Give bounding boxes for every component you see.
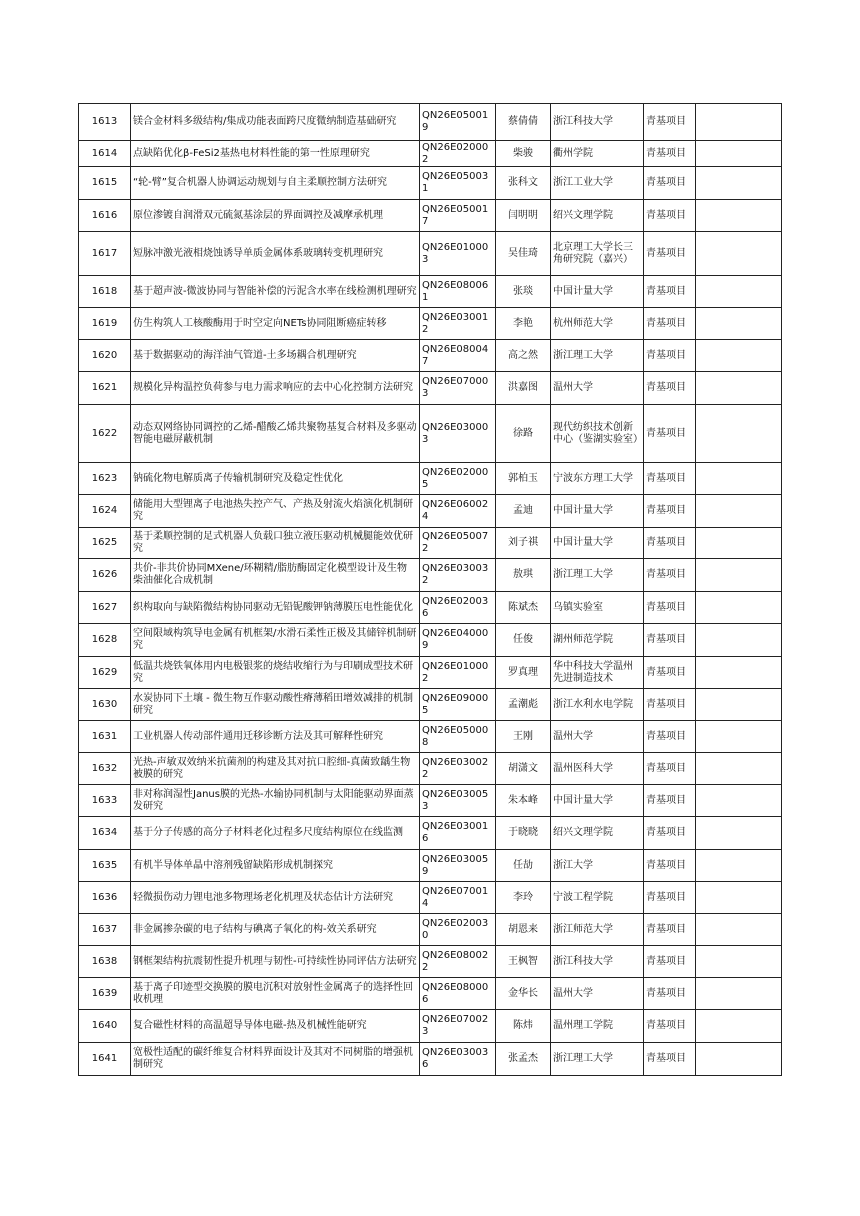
project-code: QN26E050017	[420, 200, 496, 232]
project-title: 基于柔顺控制的足式机器人负载口独立液压驱动机械腿能效优研究	[131, 528, 420, 559]
applicant-name: 郭柏玉	[496, 463, 551, 495]
project-type: 青基项目	[644, 817, 696, 850]
project-title: 空间限域构筑导电金属有机框架/水滑石柔性正极及其储锌机制研究	[131, 624, 420, 657]
table-row	[79, 1043, 782, 1076]
project-title: 短脉冲激光液相烧蚀诱导单质金属体系玻璃转变机理研究	[131, 232, 420, 276]
institution: 浙江科技大学	[551, 104, 644, 141]
institution: 温州大学	[551, 721, 644, 753]
row-number: 1622	[79, 405, 131, 463]
table-row	[79, 753, 782, 785]
project-title: 基于分子传感的高分子材料老化过程多尺度结构原位在线监测	[131, 817, 420, 850]
project-code: QN26E030053	[420, 785, 496, 817]
project-code: QN26E080047	[420, 340, 496, 372]
table-row	[79, 141, 782, 167]
project-code: QN26E080022	[420, 946, 496, 978]
project-type: 青基项目	[644, 850, 696, 882]
empty-cell	[696, 914, 782, 946]
institution: 浙江水利水电学院	[551, 689, 644, 721]
project-title: 基于离子印迹型交换膜的膜电沉积对放射性金属离子的选择性回收机理	[131, 978, 420, 1010]
row-number: 1627	[79, 592, 131, 624]
empty-cell	[696, 624, 782, 657]
row-number: 1624	[79, 495, 131, 528]
institution: 浙江理工大学	[551, 340, 644, 372]
row-number: 1640	[79, 1010, 131, 1043]
row-number: 1641	[79, 1043, 131, 1076]
project-title: 低温共烧铁氧体用内电极银浆的烧结收缩行为与印刷成型技术研究	[131, 657, 420, 689]
institution: 浙江师范大学	[551, 914, 644, 946]
row-number: 1626	[79, 559, 131, 592]
project-type: 青基项目	[644, 104, 696, 141]
project-type: 青基项目	[644, 559, 696, 592]
applicant-name: 王枫智	[496, 946, 551, 978]
table-row	[79, 200, 782, 232]
project-code: QN26E010003	[420, 232, 496, 276]
institution: 浙江理工大学	[551, 1043, 644, 1076]
row-number: 1632	[79, 753, 131, 785]
empty-cell	[696, 104, 782, 141]
table-row	[79, 276, 782, 308]
applicant-name: 蔡倩倩	[496, 104, 551, 141]
empty-cell	[696, 882, 782, 914]
institution: 中国计量大学	[551, 785, 644, 817]
applicant-name: 李玲	[496, 882, 551, 914]
institution: 浙江工业大学	[551, 167, 644, 200]
empty-cell	[696, 528, 782, 559]
project-type: 青基项目	[644, 372, 696, 405]
empty-cell	[696, 463, 782, 495]
empty-cell	[696, 308, 782, 340]
table-row	[79, 405, 782, 463]
project-code: QN26E030032	[420, 559, 496, 592]
project-code: QN26E030022	[420, 753, 496, 785]
project-type: 青基项目	[644, 657, 696, 689]
table-row	[79, 340, 782, 372]
table-row	[79, 528, 782, 559]
table-row	[79, 817, 782, 850]
empty-cell	[696, 721, 782, 753]
project-code: QN26E030016	[420, 817, 496, 850]
project-code: QN26E020030	[420, 914, 496, 946]
project-code: QN26E020036	[420, 592, 496, 624]
project-code: QN26E080061	[420, 276, 496, 308]
empty-cell	[696, 689, 782, 721]
project-code: QN26E040009	[420, 624, 496, 657]
table-row	[79, 559, 782, 592]
project-title: 非对称润湿性Janus膜的光热-水输协同机制与太阳能驱动界面蒸发研究	[131, 785, 420, 817]
project-code: QN26E060024	[420, 495, 496, 528]
row-number: 1616	[79, 200, 131, 232]
applicant-name: 洪嘉图	[496, 372, 551, 405]
empty-cell	[696, 405, 782, 463]
project-type: 青基项目	[644, 495, 696, 528]
project-title: 复合磁性材料的高温超导导体电磁-热及机械性能研究	[131, 1010, 420, 1043]
applicant-name: 于晓晓	[496, 817, 551, 850]
project-code: QN26E070014	[420, 882, 496, 914]
project-title: 规模化异构温控负荷参与电力需求响应的去中心化控制方法研究	[131, 372, 420, 405]
table-row	[79, 850, 782, 882]
project-code: QN26E050031	[420, 167, 496, 200]
empty-cell	[696, 785, 782, 817]
applicant-name: 吴佳琦	[496, 232, 551, 276]
institution: 衢州学院	[551, 141, 644, 167]
table-row	[79, 657, 782, 689]
institution: 温州理工学院	[551, 1010, 644, 1043]
institution: 中国计量大学	[551, 276, 644, 308]
row-number: 1625	[79, 528, 131, 559]
project-title: 原位渗镀自润滑双元硫氮基涂层的界面调控及减摩承机理	[131, 200, 420, 232]
table-row	[79, 882, 782, 914]
applicant-name: 李艳	[496, 308, 551, 340]
project-type: 青基项目	[644, 882, 696, 914]
project-code: QN26E030003	[420, 405, 496, 463]
project-title: 宽极性适配的碳纤维复合材料界面设计及其对不同树脂的增强机制研究	[131, 1043, 420, 1076]
project-code: QN26E050019	[420, 104, 496, 141]
table-row	[79, 946, 782, 978]
applicant-name: 胡恩来	[496, 914, 551, 946]
project-type: 青基项目	[644, 1043, 696, 1076]
project-type: 青基项目	[644, 141, 696, 167]
project-type: 青基项目	[644, 528, 696, 559]
empty-cell	[696, 340, 782, 372]
project-type: 青基项目	[644, 463, 696, 495]
project-title: 钢框架结构抗震韧性提升机理与韧性-可持续性协同评估方法研究	[131, 946, 420, 978]
applicant-name: 张科文	[496, 167, 551, 200]
table-row	[79, 624, 782, 657]
project-table-body	[79, 104, 782, 1076]
institution: 现代纺织技术创新中心（鉴湖实验室）	[551, 405, 644, 463]
project-type: 青基项目	[644, 276, 696, 308]
project-title: 轻微损伤动力锂电池多物理场老化机理及状态估计方法研究	[131, 882, 420, 914]
project-title: 共价-非共价协同MXene/环糊精/脂肪酶固定化模型设计及生物柴油催化合成机制	[131, 559, 420, 592]
project-type: 青基项目	[644, 689, 696, 721]
table-row	[79, 978, 782, 1010]
empty-cell	[696, 753, 782, 785]
row-number: 1636	[79, 882, 131, 914]
applicant-name: 敖琪	[496, 559, 551, 592]
applicant-name: 柴骏	[496, 141, 551, 167]
table-row	[79, 372, 782, 405]
project-title: 钠硫化物电解质离子传输机制研究及稳定性优化	[131, 463, 420, 495]
empty-cell	[696, 978, 782, 1010]
applicant-name: 徐路	[496, 405, 551, 463]
institution: 中国计量大学	[551, 528, 644, 559]
project-type: 青基项目	[644, 914, 696, 946]
project-type: 青基项目	[644, 232, 696, 276]
row-number: 1620	[79, 340, 131, 372]
institution: 温州大学	[551, 372, 644, 405]
row-number: 1614	[79, 141, 131, 167]
institution: 北京理工大学长三角研究院（嘉兴）	[551, 232, 644, 276]
institution: 温州大学	[551, 978, 644, 1010]
institution: 绍兴文理学院	[551, 817, 644, 850]
institution: 杭州师范大学	[551, 308, 644, 340]
project-type: 青基项目	[644, 785, 696, 817]
institution: 宁波东方理工大学	[551, 463, 644, 495]
project-code: QN26E070003	[420, 372, 496, 405]
project-title: 基于数据驱动的海洋油气管道-土多场耦合机理研究	[131, 340, 420, 372]
institution: 乌镇实验室	[551, 592, 644, 624]
institution: 华中科技大学温州先进制造技术	[551, 657, 644, 689]
table-row	[79, 1010, 782, 1043]
project-type: 青基项目	[644, 340, 696, 372]
project-code: QN26E010002	[420, 657, 496, 689]
applicant-name: 罗真理	[496, 657, 551, 689]
empty-cell	[696, 276, 782, 308]
table-row	[79, 495, 782, 528]
applicant-name: 任劼	[496, 850, 551, 882]
applicant-name: 张琰	[496, 276, 551, 308]
project-title: “轮-臂”复合机器人协调运动规划与自主柔顺控制方法研究	[131, 167, 420, 200]
empty-cell	[696, 1043, 782, 1076]
empty-cell	[696, 817, 782, 850]
project-title: 基于超声波-微波协同与智能补偿的污泥含水率在线检测机理研究	[131, 276, 420, 308]
project-title: 储能用大型锂离子电池热失控产气、产热及射流火焰演化机制研究	[131, 495, 420, 528]
project-type: 青基项目	[644, 1010, 696, 1043]
project-title: 动态双网络协同调控的乙烯-醋酸乙烯共聚物基复合材料及多驱动智能电磁屏蔽机制	[131, 405, 420, 463]
institution: 温州医科大学	[551, 753, 644, 785]
table-row	[79, 104, 782, 141]
institution: 浙江理工大学	[551, 559, 644, 592]
applicant-name: 王刚	[496, 721, 551, 753]
institution: 中国计量大学	[551, 495, 644, 528]
row-number: 1629	[79, 657, 131, 689]
empty-cell	[696, 592, 782, 624]
row-number: 1638	[79, 946, 131, 978]
project-code: QN26E090005	[420, 689, 496, 721]
project-code: QN26E020005	[420, 463, 496, 495]
table-row	[79, 914, 782, 946]
empty-cell	[696, 200, 782, 232]
applicant-name: 闫明明	[496, 200, 551, 232]
row-number: 1621	[79, 372, 131, 405]
project-code: QN26E050072	[420, 528, 496, 559]
empty-cell	[696, 850, 782, 882]
project-title: 水炭协同下土壤 - 微生物互作驱动酸性瘠薄稻田增效减排的机制研究	[131, 689, 420, 721]
project-type: 青基项目	[644, 946, 696, 978]
project-type: 青基项目	[644, 405, 696, 463]
project-code: QN26E080006	[420, 978, 496, 1010]
applicant-name: 任俊	[496, 624, 551, 657]
empty-cell	[696, 141, 782, 167]
row-number: 1639	[79, 978, 131, 1010]
project-type: 青基项目	[644, 753, 696, 785]
project-title: 仿生构筑人工核酸酶用于时空定向NETs协同阻断癌症转移	[131, 308, 420, 340]
project-type: 青基项目	[644, 721, 696, 753]
project-type: 青基项目	[644, 308, 696, 340]
row-number: 1637	[79, 914, 131, 946]
row-number: 1630	[79, 689, 131, 721]
project-title: 有机半导体单晶中溶剂残留缺陷形成机制探究	[131, 850, 420, 882]
project-code: QN26E030012	[420, 308, 496, 340]
applicant-name: 张孟杰	[496, 1043, 551, 1076]
applicant-name: 陈斌杰	[496, 592, 551, 624]
applicant-name: 金华长	[496, 978, 551, 1010]
empty-cell	[696, 372, 782, 405]
row-number: 1617	[79, 232, 131, 276]
applicant-name: 陈炜	[496, 1010, 551, 1043]
project-code: QN26E030036	[420, 1043, 496, 1076]
row-number: 1615	[79, 167, 131, 200]
applicant-name: 朱本峰	[496, 785, 551, 817]
project-title: 非金属掺杂碳的电子结构与碘离子氧化的构-效关系研究	[131, 914, 420, 946]
row-number: 1613	[79, 104, 131, 141]
applicant-name: 孟迪	[496, 495, 551, 528]
project-type: 青基项目	[644, 978, 696, 1010]
project-type: 青基项目	[644, 592, 696, 624]
row-number: 1634	[79, 817, 131, 850]
empty-cell	[696, 167, 782, 200]
project-type: 青基项目	[644, 624, 696, 657]
applicant-name: 高之然	[496, 340, 551, 372]
empty-cell	[696, 946, 782, 978]
empty-cell	[696, 559, 782, 592]
table-row	[79, 167, 782, 200]
applicant-name: 胡潇文	[496, 753, 551, 785]
project-title: 点缺陷优化β-FeSi2基热电材料性能的第一性原理研究	[131, 141, 420, 167]
project-code: QN26E070023	[420, 1010, 496, 1043]
institution: 湖州师范学院	[551, 624, 644, 657]
project-type: 青基项目	[644, 200, 696, 232]
project-title: 镁合金材料多级结构/集成功能表面跨尺度微纳制造基础研究	[131, 104, 420, 141]
row-number: 1623	[79, 463, 131, 495]
row-number: 1633	[79, 785, 131, 817]
row-number: 1619	[79, 308, 131, 340]
table-row	[79, 463, 782, 495]
project-code: QN26E020002	[420, 141, 496, 167]
project-table	[78, 103, 782, 1076]
row-number: 1631	[79, 721, 131, 753]
table-row	[79, 721, 782, 753]
row-number: 1635	[79, 850, 131, 882]
table-row	[79, 592, 782, 624]
institution: 浙江科技大学	[551, 946, 644, 978]
project-code: QN26E030059	[420, 850, 496, 882]
row-number: 1618	[79, 276, 131, 308]
empty-cell	[696, 1010, 782, 1043]
project-code: QN26E050008	[420, 721, 496, 753]
institution: 绍兴文理学院	[551, 200, 644, 232]
institution: 宁波工程学院	[551, 882, 644, 914]
table-row	[79, 785, 782, 817]
project-title: 光热-声敏双效纳米抗菌剂的构建及其对抗口腔细-真菌致龋生物被膜的研究	[131, 753, 420, 785]
table-row	[79, 308, 782, 340]
table-row	[79, 689, 782, 721]
table-row	[79, 232, 782, 276]
empty-cell	[696, 495, 782, 528]
applicant-name: 刘子祺	[496, 528, 551, 559]
project-type: 青基项目	[644, 167, 696, 200]
applicant-name: 孟潮彪	[496, 689, 551, 721]
project-title: 工业机器人传动部件通用迁移诊断方法及其可解释性研究	[131, 721, 420, 753]
empty-cell	[696, 657, 782, 689]
row-number: 1628	[79, 624, 131, 657]
project-title: 织构取向与缺陷微结构协同驱动无铅铌酸钾钠薄膜压电性能优化	[131, 592, 420, 624]
empty-cell	[696, 232, 782, 276]
institution: 浙江大学	[551, 850, 644, 882]
